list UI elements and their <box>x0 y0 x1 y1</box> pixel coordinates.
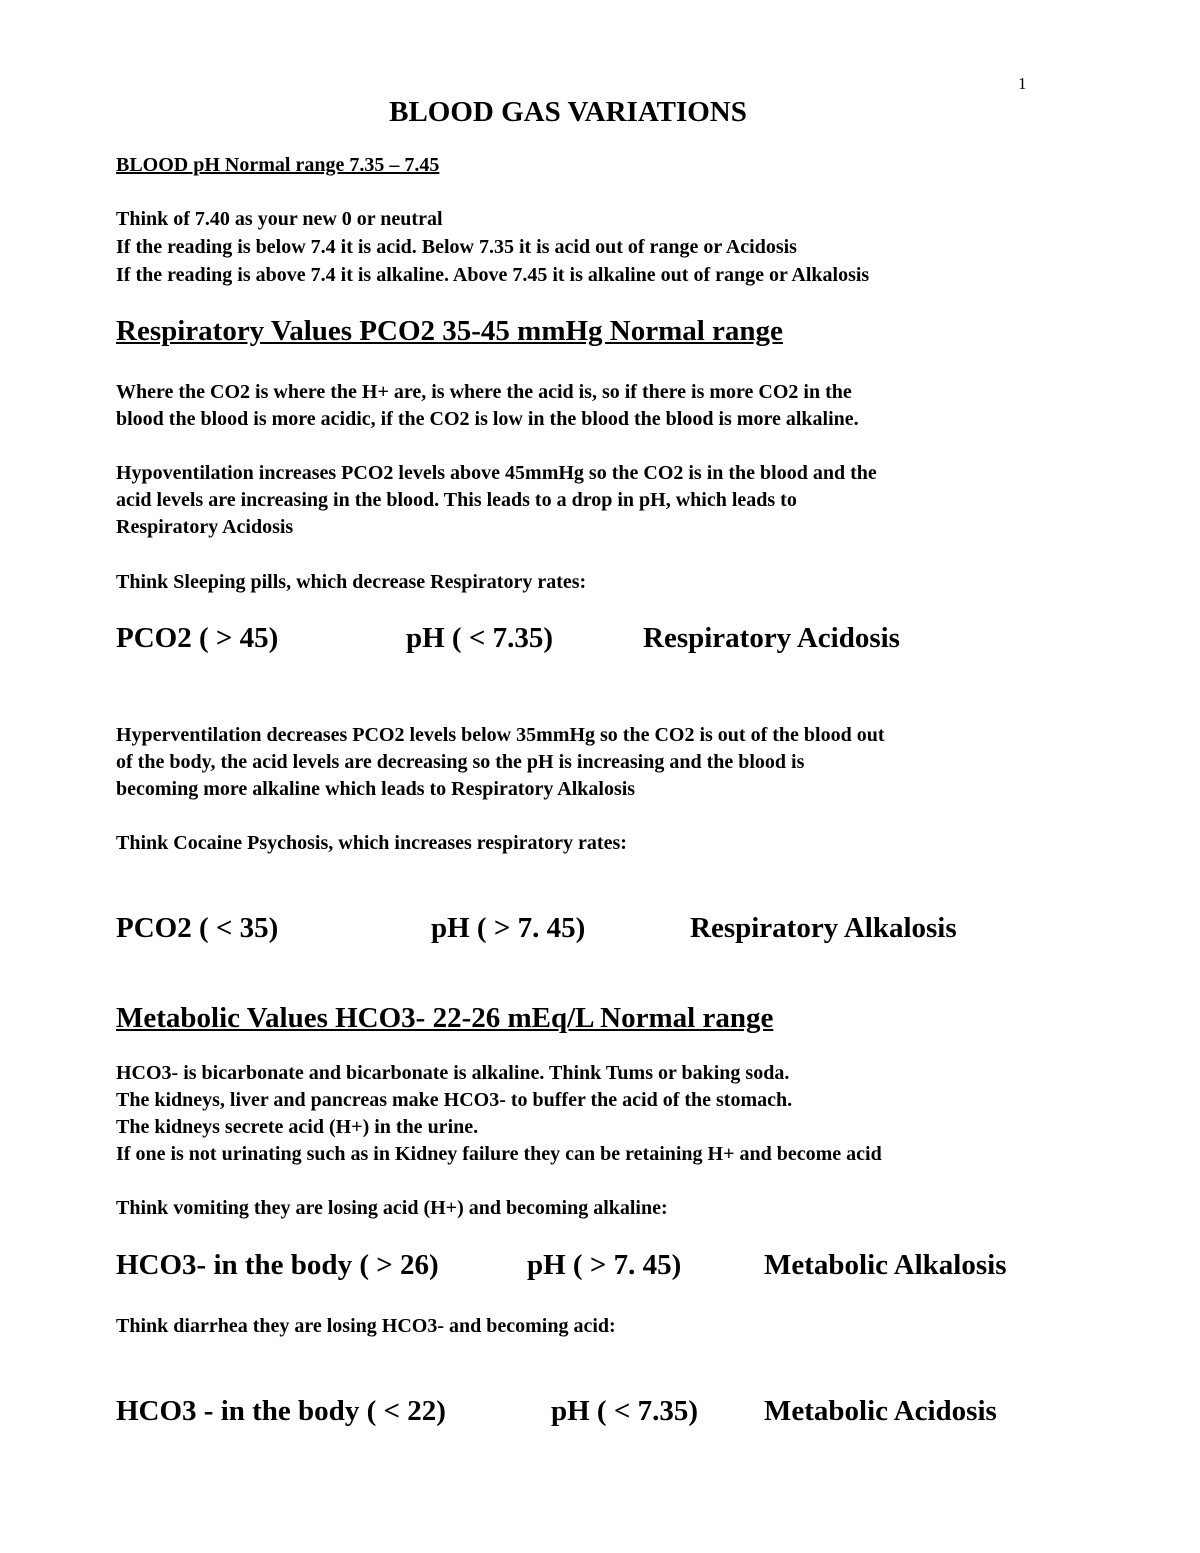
met-summary-1-ph: pH ( > 7. 45) <box>527 1249 682 1281</box>
ph-line-2: If the reading is below 7.4 it is acid. Below 7.35 it is acid out of range or Acidosis <box>116 236 797 258</box>
resp-para3-line-1: Hyperventilation decreases PCO2 levels below 35mmHg so the CO2 is out of the blood out <box>116 724 885 746</box>
respiratory-heading: Respiratory Values PCO2 35-45 mmHg Normal range <box>116 315 783 347</box>
resp-summary-2-pco2: PCO2 ( < 35) <box>116 912 279 944</box>
met-summary-1-hco3: HCO3- in the body ( > 26) <box>116 1249 439 1281</box>
resp-para1-line-2: blood the blood is more acidic, if the CO2 is low in the blood the blood is more alkaline. <box>116 408 859 430</box>
met-line-2: The kidneys, liver and pancreas make HCO3- to buffer the acid of the stomach. <box>116 1089 793 1111</box>
resp-para2-line-3: Respiratory Acidosis <box>116 516 294 538</box>
met-summary-2-hco3: HCO3 - in the body ( < 22) <box>116 1395 446 1427</box>
resp-summary-1-pco2: PCO2 ( > 45) <box>116 622 279 654</box>
resp-summary-1-result: Respiratory Acidosis <box>643 622 900 654</box>
page-title: BLOOD GAS VARIATIONS <box>389 96 747 128</box>
met-note-1: Think vomiting they are losing acid (H+) and becoming alkaline: <box>116 1197 668 1219</box>
resp-para2-line-1: Hypoventilation increases PCO2 levels above 45mmHg so the CO2 is in the blood and the <box>116 462 877 484</box>
resp-para3-line-2: of the body, the acid levels are decreasing so the pH is increasing and the blood is <box>116 751 805 773</box>
resp-summary-2-ph: pH ( > 7. 45) <box>431 912 586 944</box>
page-number: 1 <box>1018 74 1027 93</box>
resp-note-2: Think Cocaine Psychosis, which increases respiratory rates: <box>116 832 627 854</box>
resp-para2-line-2: acid levels are increasing in the blood. This leads to a drop in pH, which leads to <box>116 489 797 511</box>
met-summary-1-result: Metabolic Alkalosis <box>764 1249 1007 1281</box>
resp-summary-2-result: Respiratory Alkalosis <box>690 912 957 944</box>
met-summary-2-ph: pH ( < 7.35) <box>551 1395 699 1427</box>
met-line-3: The kidneys secrete acid (H+) in the urine. <box>116 1116 479 1138</box>
ph-line-1: Think of 7.40 as your new 0 or neutral <box>116 208 443 230</box>
resp-para1-line-1: Where the CO2 is where the H+ are, is where the acid is, so if there is more CO2 in the <box>116 381 852 403</box>
ph-heading: BLOOD pH Normal range 7.35 – 7.45 <box>116 154 440 176</box>
resp-note-1: Think Sleeping pills, which decrease Respiratory rates: <box>116 571 587 593</box>
met-line-1: HCO3- is bicarbonate and bicarbonate is alkaline. Think Tums or baking soda. <box>116 1062 790 1084</box>
resp-para3-line-3: becoming more alkaline which leads to Respiratory Alkalosis <box>116 778 636 800</box>
resp-summary-1-ph: pH ( < 7.35) <box>406 622 554 654</box>
met-note-2: Think diarrhea they are losing HCO3- and becoming acid: <box>116 1315 616 1337</box>
met-line-4: If one is not urinating such as in Kidney failure they can be retaining H+ and become acid <box>116 1143 882 1165</box>
metabolic-heading: Metabolic Values HCO3- 22-26 mEq/L Normal range <box>116 1002 774 1034</box>
ph-line-3: If the reading is above 7.4 it is alkaline. Above 7.45 it is alkaline out of range or Alkalosis <box>116 264 870 286</box>
met-summary-2-result: Metabolic Acidosis <box>764 1395 997 1427</box>
